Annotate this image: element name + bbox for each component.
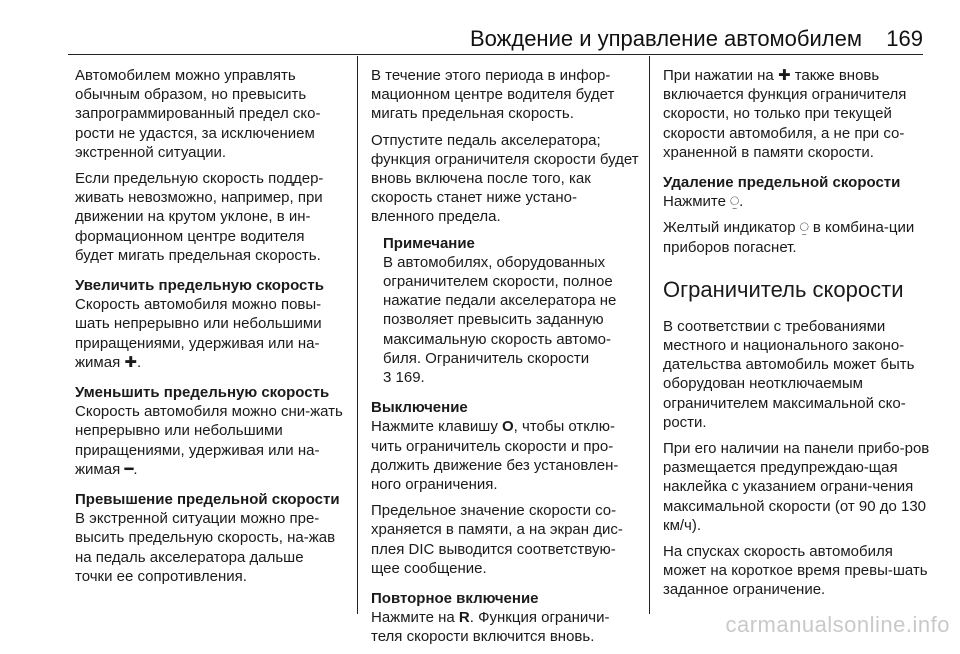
page-title: Вождение и управление автомобилем: [469, 26, 862, 51]
off-button-icon: O: [502, 418, 514, 436]
column-2: [371, 66, 639, 654]
paragraph-downhill: На спусках скорость автомобиля может на короткое время превы-шать заданное ограничение.: [663, 543, 928, 599]
paragraph-reenable: [371, 608, 639, 646]
text-plus-b: также вновь включается функция ограничителя скорости, но только при текущей скорости автомобиля, а не при со-храненной в памяти скорости.: [663, 67, 907, 161]
paragraph-indicator-off: [663, 218, 931, 256]
header-divider: [68, 54, 923, 55]
paragraph-intro: Автомобилем можно управлять обычным образом, но превысить запрограммированный предел ско-рости не удастся, за исключением экстренной ситуации.: [75, 67, 321, 161]
paragraph-legal-requirements: В соответствии с требованиями местного и национального законо-дательства автомобиль может быть оборудован неотключаемым ограничителем максимальной ско-рости.: [663, 317, 915, 431]
note-title: Примечание: [383, 234, 475, 252]
column-3: [663, 66, 931, 607]
watermark: carmanualsonline.info: [725, 612, 950, 637]
plus-icon: ✚: [777, 67, 791, 84]
paragraph-limit-blink: Если предельную скорость поддер-живать невозможно, например, при движении на крутом уклоне, в ин-формационном центре водителя будет мигать предельная скорость.: [75, 170, 324, 264]
text-off-b: , чтобы отклю-чить ограничитель скорости и про-должить движение без установлен-ного ограничения.: [371, 418, 619, 494]
heading-increase-limit: Увеличить предельную скорость: [75, 277, 324, 295]
resume-r-icon: R: [458, 609, 470, 627]
paragraph-plus-resume: [663, 66, 931, 162]
speed-limiter-icon: ⍜: [799, 219, 809, 237]
text-indicator-b: в комбина-ции приборов погаснет.: [663, 219, 915, 256]
heading-switch-off: Выключение: [371, 399, 468, 417]
paragraph-stored-value: Предельное значение скорости со-храняется в памяти, а на экран дис-плея DIC выводится соответствую-щее сообщение.: [371, 502, 623, 577]
paragraph-decrease-limit: Скорость автомобиля можно сни-жать непрерывно или небольшими приращениями, удерживая или на-жимая ━.: [75, 403, 343, 478]
heading-reenable: Повторное включение: [371, 590, 539, 608]
text-delete-a: Нажмите: [663, 193, 726, 211]
paragraph-delete-limit: [663, 192, 931, 211]
text-delete-b: .: [739, 193, 744, 211]
note-text: В автомобилях, оборудованных ограничителем скорости, полное нажатие педали акселератора не позволяет превысить заданную максимальную скорость автомо-биля. Ограничитель скорости: [383, 253, 617, 367]
column-divider-1: [357, 56, 358, 614]
paragraph-exceed-limit: В экстренной ситуации можно пре-высить предельную скорость, на-жав на педаль акселератора дальше точки ее сопротивления.: [75, 510, 336, 585]
plus-icon: ✚: [124, 353, 137, 371]
heading-delete-limit: Удаление предельной скорости: [663, 174, 901, 192]
column-1: [75, 66, 343, 593]
column-divider-2: [649, 56, 650, 614]
heading-decrease-limit: Уменьшить предельную скорость: [75, 384, 330, 402]
paragraph-blink-period: В течение этого периода в инфор-мационном центре водителя будет мигать предельная скорость.: [371, 67, 615, 123]
text-reenable-a: Нажмите на: [371, 609, 455, 627]
page-header: [0, 0, 960, 52]
note-box: [371, 234, 639, 388]
text-plus-a: При нажатии на: [663, 67, 774, 84]
minus-icon: ━: [124, 460, 134, 478]
page-reference-link[interactable]: 169.: [395, 369, 425, 387]
text-decrease: Скорость автомобиля можно сни-жать непрерывно или небольшими приращениями, удерживая или на-жимая: [75, 403, 343, 478]
paragraph-warning-sticker: При его наличии на панели прибо-ров размещается предупреждаю-щая наклейка с указанием ограни-чения максимальной скорости (от 90 до 130 км/ч).: [663, 440, 930, 534]
page-number: 169: [886, 26, 923, 51]
text-off-a: Нажмите клавишу: [371, 418, 498, 436]
text-indicator-a: Желтый индикатор: [663, 219, 796, 237]
paragraph-release-pedal: Отпустите педаль акселератора; функция ограничителя скорости будет вновь включена после того, как скорость станет ниже устано-вленного предела.: [371, 131, 639, 226]
heading-exceed-limit: Превышение предельной скорости: [75, 491, 340, 509]
page-reference-arrow-icon: 3: [383, 369, 392, 387]
paragraph-increase-limit: Скорость автомобиля можно повы-шать непрерывно или небольшими приращениями, удерживая или на-жимая ✚.: [75, 296, 322, 371]
paragraph-switch-off: [371, 417, 639, 494]
section-heading-speed-limiter: Ограничитель скорости: [663, 276, 904, 302]
speed-limiter-icon: ⍜: [730, 193, 740, 211]
text-reenable-b: . Функция ограничи-теля скорости включится вновь.: [371, 609, 610, 646]
text-increase: Скорость автомобиля можно повы-шать непрерывно или небольшими приращениями, удерживая или на-жимая: [75, 296, 322, 371]
